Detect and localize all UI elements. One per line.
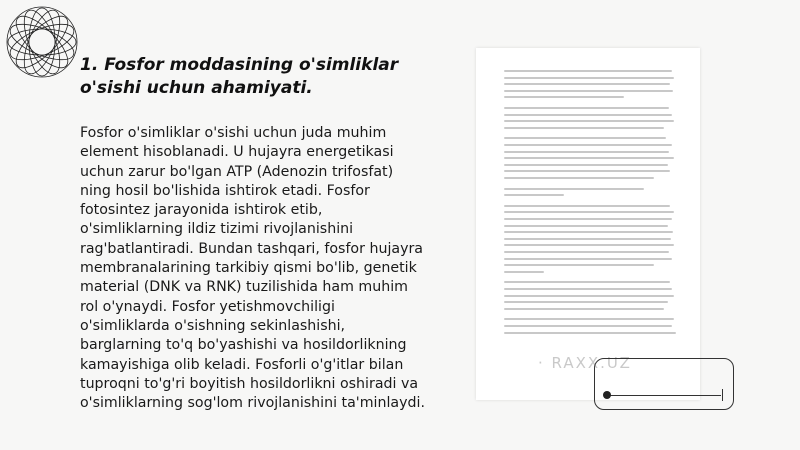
blurred-line [504,281,670,283]
blurred-line [504,70,672,72]
blurred-line [504,127,664,129]
blurred-line [504,251,669,253]
blurred-line [504,170,670,172]
blurred-line [504,83,670,85]
blurred-line [504,238,671,240]
blurred-line [504,308,664,310]
blurred-line [504,288,672,290]
blurred-line [504,231,673,233]
blurred-line [504,90,673,92]
slide-body-text: Fosfor o'simliklar o'sishi uchun juda muhim element hisoblanadi. U hujayra energetikasi uchun zarur bo'lgan ATP (Adenozin trifosfat) ning hosil bo'lishida ishtirok etadi. Fosfor fotosintez jarayonida ishtirok etib, o'simliklarning ildiz tizimi rivojlanishini rag'batlantiradi. Bundan tashqari, fosfor hujayra membranalarining tarkibiy qismi bo'lib, genetik material (DNK va RNK) tuzilishida ham muhim rol o'ynaydi. Fosfor yetishmovchiligi o'simliklarda o'sishning sekinlashishi, barglarning to'q bo'yashishi va hosildorlikning kamayishiga olib keladi. Fosforli o'g'itlar bilan tuproqni to'g'ri boyitish hosildorlikni oshiradi va o'simliklarning sog'lom rivojlanishini ta'minlaydi. [80,125,425,412]
blurred-line [504,188,644,190]
blurred-line [504,211,674,213]
blurred-line [504,264,654,266]
document-watermark: · RAXX.UZ [538,354,632,372]
slide-title: 1. Fosfor moddasining o'simliklar o'sishi uchun ahamiyati. [80,55,399,98]
blurred-line [504,137,666,139]
blurred-line [504,205,670,207]
blurred-line [504,332,676,334]
blurred-line [504,114,672,116]
blurred-line [504,271,544,273]
blurred-line [504,164,668,166]
blurred-line [504,151,669,153]
blurred-line [504,157,674,159]
blurred-line [504,177,654,179]
spirograph-logo-icon [2,2,82,82]
blurred-line [504,107,669,109]
blurred-line [504,244,674,246]
slider-end-mark [722,389,723,401]
blurred-line [504,96,624,98]
blurred-line [504,120,674,122]
blurred-line [504,318,674,320]
blurred-line [504,301,668,303]
blurred-line [504,194,564,196]
document-preview-image [476,48,700,400]
blurred-line [504,218,672,220]
blurred-line [504,258,672,260]
slider-control[interactable] [594,358,734,410]
blurred-line [504,325,672,327]
blurred-line [504,295,674,297]
slider-track[interactable] [607,395,721,396]
slider-handle[interactable] [603,391,611,399]
blurred-line [504,144,672,146]
blurred-line [504,77,674,79]
blurred-line [504,225,668,227]
